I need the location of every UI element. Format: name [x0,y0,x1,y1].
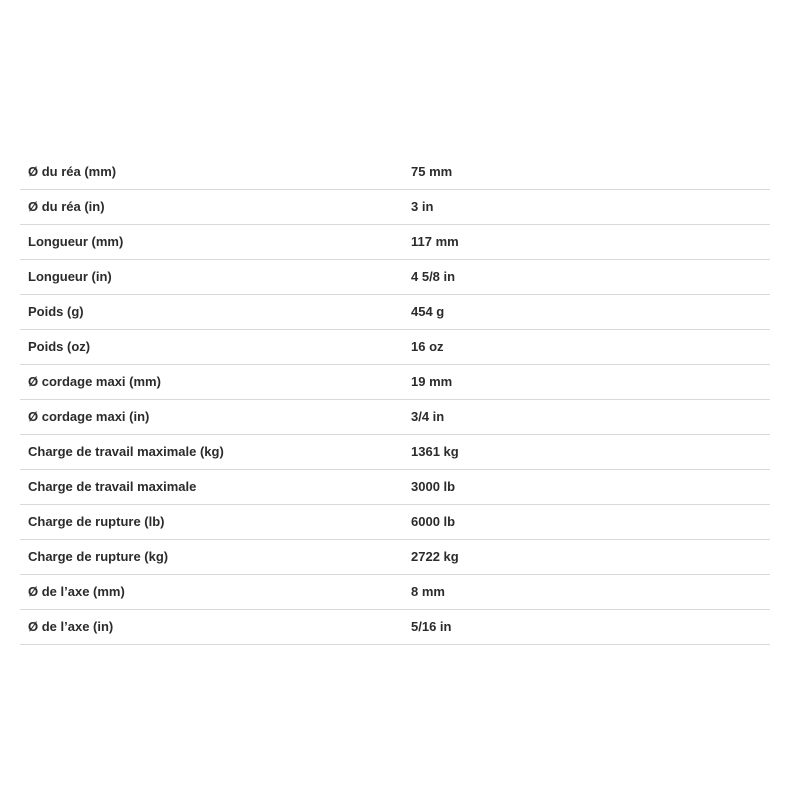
spec-value: 75 mm [411,163,453,179]
table-row [20,364,770,399]
table-row [20,539,770,574]
table-row [20,224,770,259]
specifications-table [20,154,770,645]
spec-value: 3000 lb [411,479,456,494]
table-row [20,469,770,504]
spec-label: Poids (oz) [28,339,91,354]
spec-value: 5/16 in [411,619,452,634]
table-row [20,259,770,294]
table-row [20,504,770,539]
table-row [20,189,770,224]
spec-label: Ø de l’axe (in) [28,619,114,634]
spec-label: Poids (g) [28,304,84,319]
spec-value: 8 mm [411,584,445,599]
spec-value: 19 mm [411,374,453,389]
spec-label: Ø du réa (in) [28,199,105,214]
spec-value: 454 g [411,304,445,319]
table-row [20,294,770,329]
spec-label: Charge de travail maximale [28,479,197,494]
spec-label: Longueur (mm) [28,234,124,249]
table-row [20,154,770,189]
spec-value: 117 mm [411,234,459,249]
table-row [20,609,770,644]
spec-label: Ø cordage maxi (mm) [28,374,161,389]
spec-label: Charge de travail maximale (kg) [28,444,224,459]
spec-value: 16 oz [411,339,444,354]
spec-value: 3/4 in [411,409,445,424]
spec-value: 2722 kg [411,549,459,564]
spec-label: Charge de rupture (kg) [28,549,169,564]
table-row [20,329,770,364]
spec-value: 6000 lb [411,514,456,529]
spec-label: Charge de rupture (lb) [28,514,165,529]
spec-label: Ø cordage maxi (in) [28,409,150,424]
table-row [20,434,770,469]
spec-value: 1361 kg [411,444,459,459]
spec-label: Longueur (in) [28,269,112,284]
table-row [20,574,770,609]
spec-label: Ø de l’axe (mm) [28,584,125,599]
spec-label: Ø du réa (mm) [28,163,117,179]
spec-value: 3 in [411,199,434,214]
spec-value: 4 5/8 in [411,269,456,284]
table-row [20,399,770,434]
